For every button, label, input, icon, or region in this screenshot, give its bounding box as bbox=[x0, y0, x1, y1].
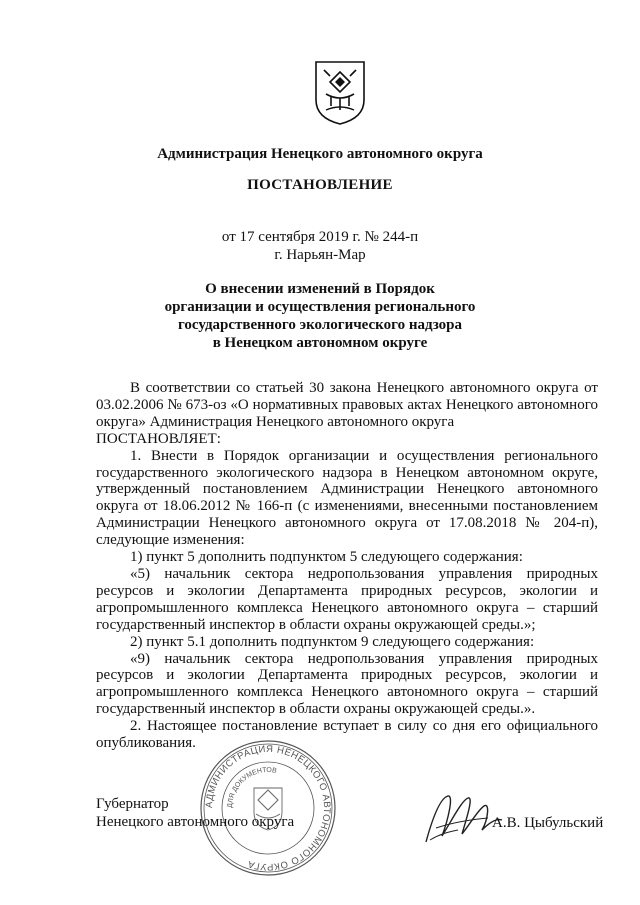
subitem-2-paragraph: 2) пункт 5.1 дополнить подпунктом 9 следующего содержания: bbox=[130, 633, 535, 650]
document-body bbox=[96, 380, 598, 752]
title-line: организации и осуществления регионального bbox=[164, 299, 476, 315]
preamble-paragraph: В соответствии со статьей 30 закона Ненецкого автономного округа от 03.02.2006 № 673-оз «О нормативных правовых актах Ненецкого автономного округа» Администрация Ненецкого автономного округа bbox=[96, 380, 598, 430]
document-type: ПОСТАНОВЛЕНИЕ bbox=[247, 177, 393, 193]
item-2-paragraph: 2. Настоящее постановление вступает в силу со дня его официального опубликования. bbox=[96, 718, 598, 752]
title-line: О внесении изменений в Порядок bbox=[205, 281, 435, 297]
resolves-word: ПОСТАНОВЛЯЕТ: bbox=[96, 430, 221, 447]
document-city: г. Нарьян-Мар bbox=[274, 247, 366, 263]
seal-outer-text: АДМИНИСТРАЦИЯ НЕНЕЦКОГО АВТОНОМНОГО ОКРУГА bbox=[203, 743, 333, 873]
seal-inner-text: ДЛЯ ДОКУМЕНТОВ bbox=[226, 766, 278, 809]
coat-of-arms-emblem bbox=[314, 60, 366, 126]
title-line: государственного экологического надзора bbox=[177, 317, 463, 333]
subitem-1-paragraph: 1) пункт 5 дополнить подпунктом 5 следующего содержания: bbox=[130, 549, 523, 566]
subitem-1-quote: «5) начальник сектора недропользования управления природных ресурсов и экологии Департамента природных ресурсов, экологии и агропромышленного комплекса Ненецкого автономного округа – старший государственный инспектор в области охраны окружающей среды.»; bbox=[96, 565, 598, 633]
signatory-position bbox=[96, 795, 294, 831]
signatory-position-line: Ненецкого автономного округа bbox=[96, 814, 295, 830]
subitem-2-quote: «9) начальник сектора недропользования управления природных ресурсов и экологии Департамента природных ресурсов, экологии и агропромышленного комплекса Ненецкого автономного округа – старший государственный инспектор в области охраны окружающей среды.». bbox=[96, 650, 598, 718]
title-line: в Ненецком автономном округе bbox=[212, 335, 428, 351]
organization-name: Администрация Ненецкого автономного округа bbox=[157, 146, 483, 162]
item-1-paragraph: 1. Внести в Порядок организации и осуществления регионального государственного экологического надзора в Ненецком автономном округе, утвержденный постановлением Администрации Ненецкого автономного округа от 18.06.2012 № 166-п (с изменениями, внесенными постановлением Администрации Ненецкого автономного округа от 17.08.2018 № 204-п), следующие изменения: bbox=[96, 447, 598, 549]
document-title bbox=[0, 280, 640, 352]
signatory-name: А.В. Цыбульский bbox=[492, 815, 604, 831]
signatory-position-line: Губернатор bbox=[96, 796, 169, 812]
document-date-number: от 17 сентября 2019 г. № 244-п bbox=[221, 229, 419, 245]
